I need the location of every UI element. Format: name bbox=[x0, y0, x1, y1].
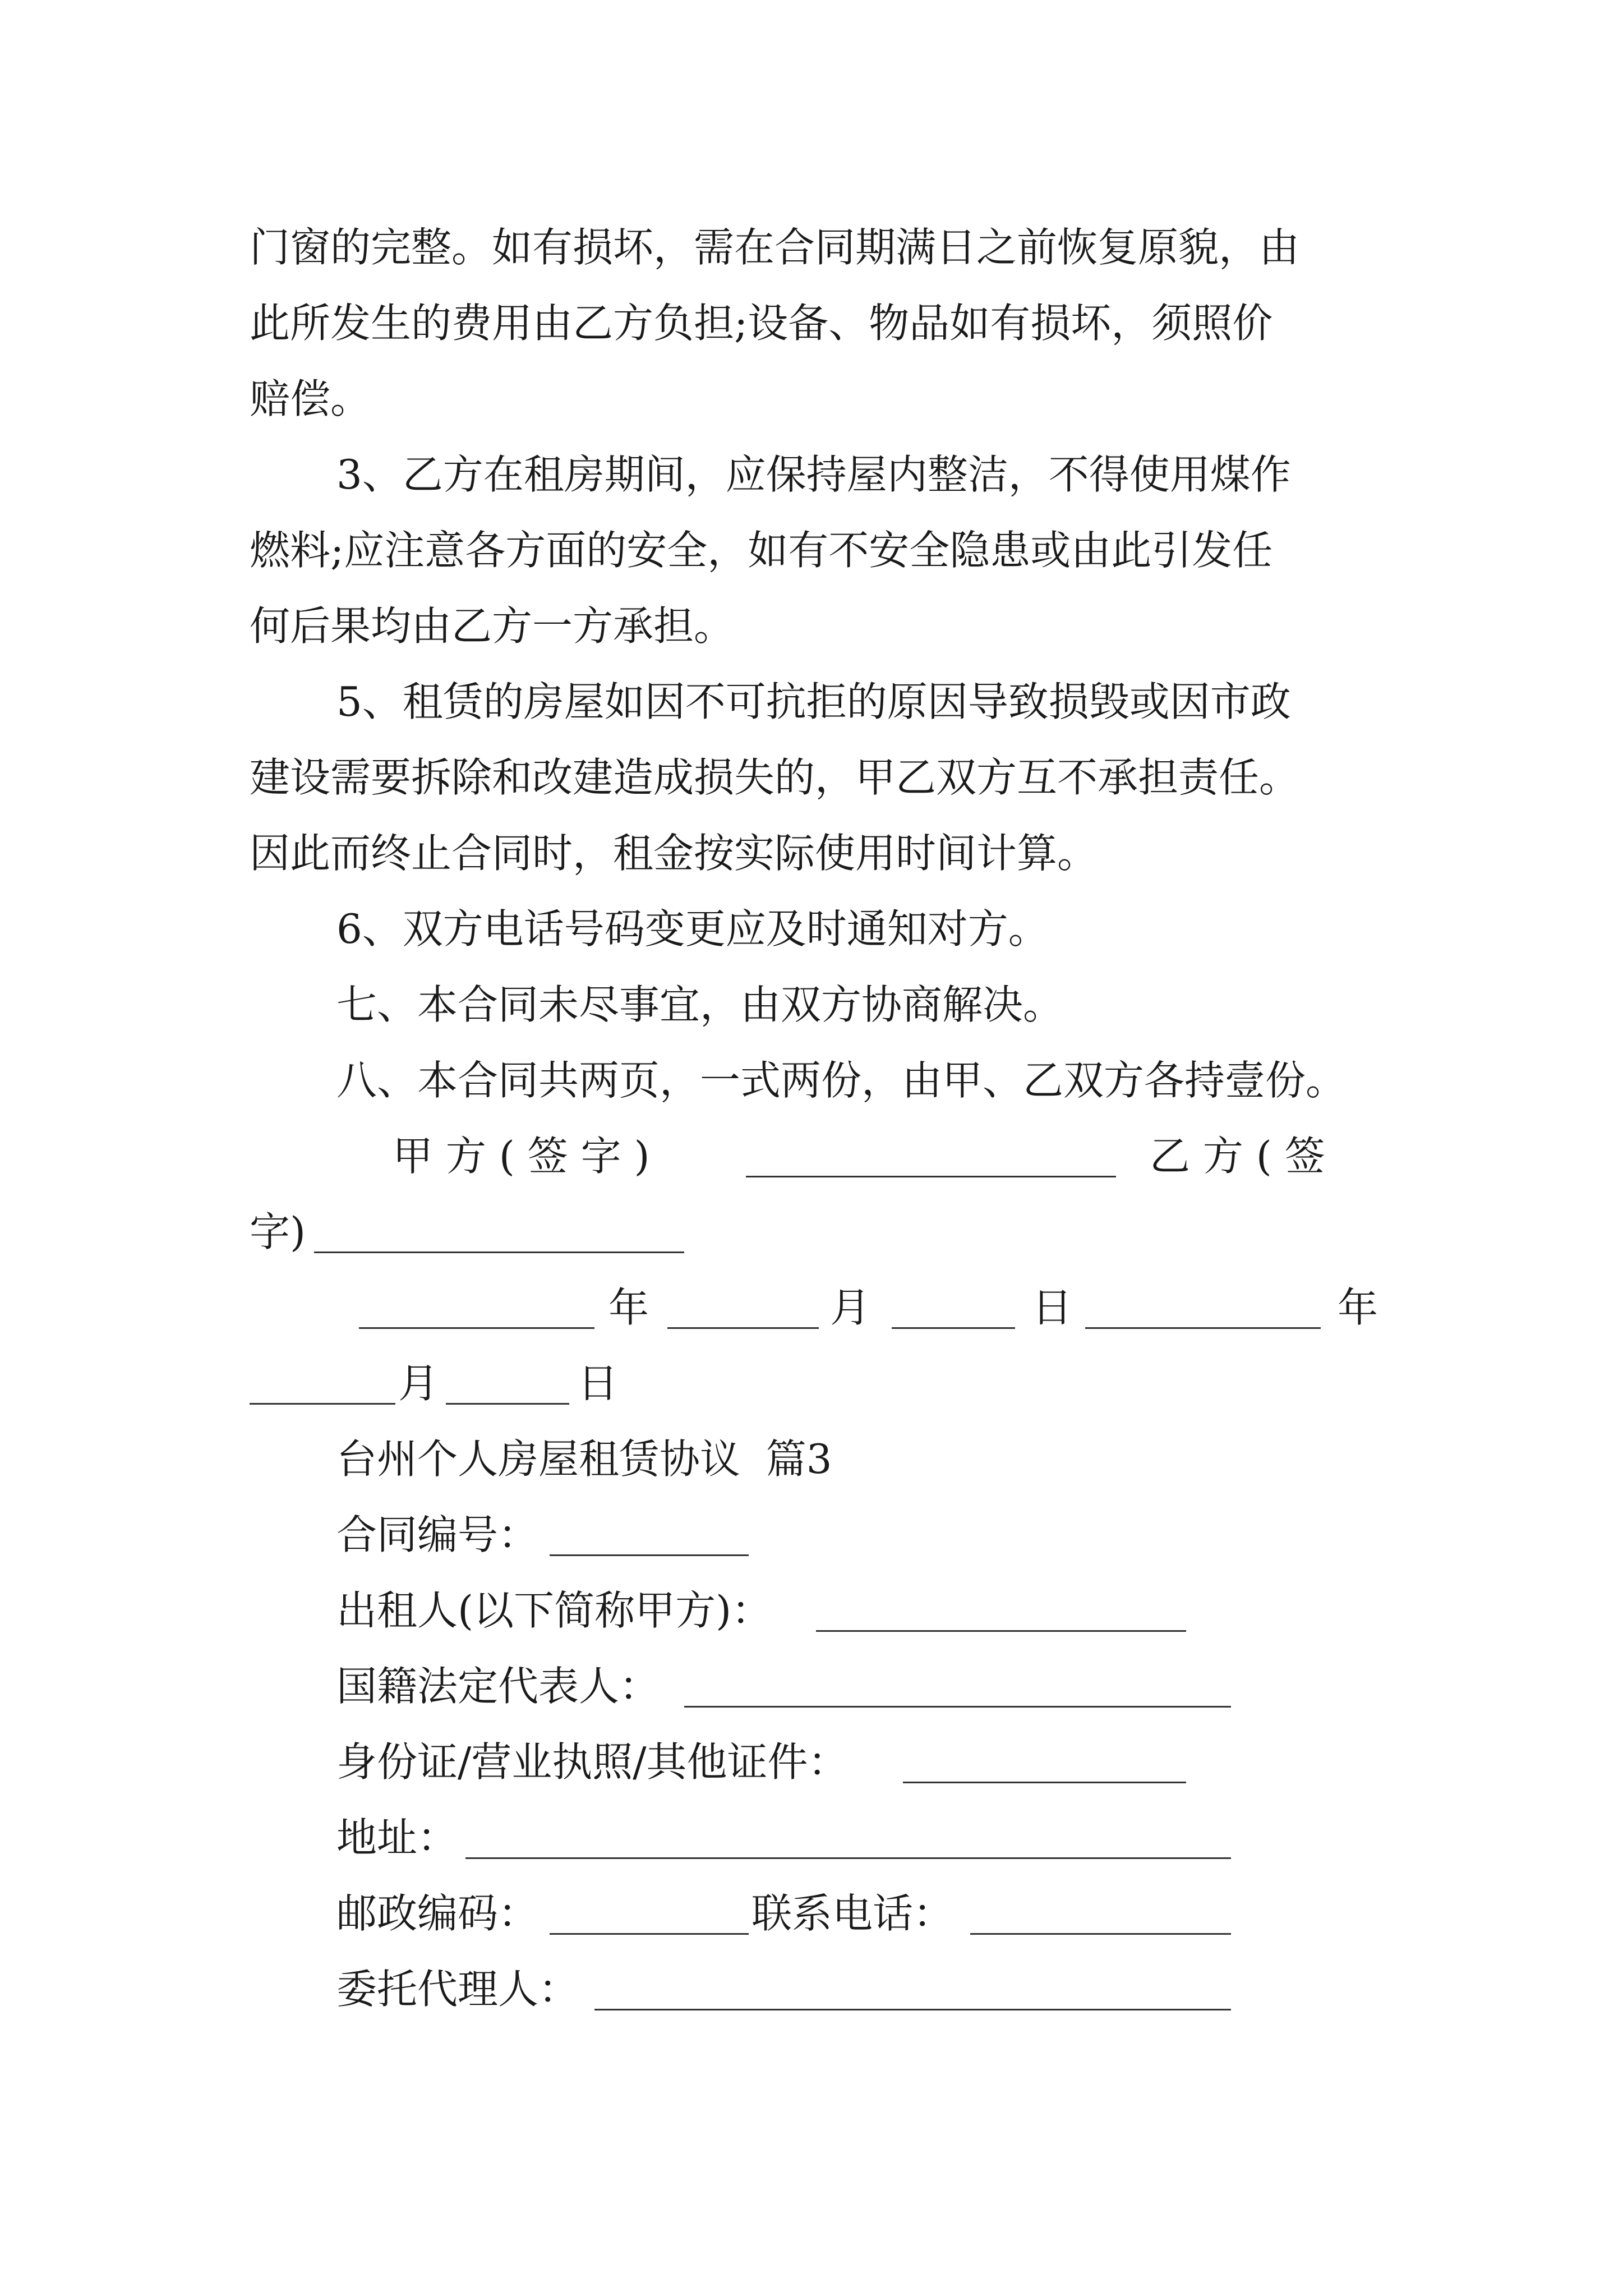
party-a-day-blank[interactable] bbox=[892, 1296, 1015, 1329]
address-blank[interactable] bbox=[465, 1826, 1231, 1859]
agent-blank[interactable] bbox=[594, 1977, 1231, 2010]
day-label: 日 bbox=[1032, 1284, 1073, 1331]
contract-no-label: 合同编号： bbox=[336, 1511, 539, 1558]
paragraph-line: 门窗的完整。如有损坏，需在合同期满日之前恢复原貌，由 bbox=[250, 224, 1300, 271]
paragraph-line: 3、乙方在租房期间，应保持屋内整洁，不得使用煤作 bbox=[336, 451, 1291, 498]
paragraph-line: 5、租赁的房屋如因不可抗拒的原因导致损毁或因市政 bbox=[336, 678, 1291, 725]
id-doc-blank[interactable] bbox=[903, 1750, 1186, 1783]
paragraph-line: 赔偿。 bbox=[250, 375, 371, 422]
agent-label: 委托代理人： bbox=[336, 1966, 579, 2013]
paragraph-line: 6、双方电话号码变更应及时通知对方。 bbox=[336, 905, 1049, 953]
postcode-blank[interactable] bbox=[550, 1902, 749, 1935]
paragraph-line: 建设需要拆除和改建造成损失的，甲乙双方互不承担责任。 bbox=[250, 754, 1300, 801]
paragraph-line: 七、本合同未尽事宜，由双方协商解决。 bbox=[336, 981, 1064, 1028]
party-a-year-blank[interactable] bbox=[359, 1296, 594, 1329]
party-b-month-blank[interactable] bbox=[250, 1372, 395, 1405]
month-label: 月 bbox=[398, 1360, 439, 1407]
phone-label: 联系电话： bbox=[751, 1890, 954, 1937]
postcode-label: 邮政编码： bbox=[336, 1890, 539, 1937]
contract-no-blank[interactable] bbox=[550, 1523, 749, 1556]
party-b-signature-label: 乙 方 ( 签 bbox=[1150, 1133, 1325, 1180]
party-a-month-blank[interactable] bbox=[667, 1296, 819, 1329]
paragraph-line: 八、本合同共两页，一式两份，由甲、乙双方各持壹份。 bbox=[336, 1057, 1347, 1104]
party-b-year-blank[interactable] bbox=[1085, 1296, 1321, 1329]
year-label: 年 bbox=[1338, 1284, 1378, 1331]
month-label: 月 bbox=[830, 1284, 871, 1331]
paragraph-line: 因此而终止合同时，租金按实际使用时间计算。 bbox=[250, 830, 1098, 877]
year-label: 年 bbox=[608, 1284, 649, 1331]
nationality-rep-blank[interactable] bbox=[684, 1674, 1231, 1708]
party-a-signature-blank[interactable] bbox=[746, 1144, 1116, 1177]
id-doc-label: 身份证/营业执照/其他证件： bbox=[336, 1738, 849, 1786]
section-title: 台州个人房屋租赁协议 篇3 bbox=[336, 1435, 832, 1483]
paragraph-line: 燃料;应注意各方面的安全，如有不安全隐患或由此引发任 bbox=[250, 527, 1273, 574]
lessor-blank[interactable] bbox=[816, 1599, 1186, 1632]
day-label: 日 bbox=[578, 1360, 619, 1407]
paragraph-line: 此所发生的费用由乙方负担;设备、物品如有损坏，须照价 bbox=[250, 300, 1273, 347]
address-label: 地址： bbox=[336, 1814, 458, 1861]
party-b-signature-label-cont: 字) bbox=[250, 1208, 306, 1255]
paragraph-line: 何后果均由乙方一方承担。 bbox=[250, 602, 735, 650]
nationality-rep-label: 国籍法定代表人： bbox=[336, 1663, 660, 1710]
party-a-signature-label: 甲 方 ( 签 字 ) bbox=[393, 1133, 650, 1180]
party-b-day-blank[interactable] bbox=[446, 1372, 569, 1405]
phone-blank[interactable] bbox=[970, 1902, 1231, 1935]
party-b-signature-blank[interactable] bbox=[314, 1220, 684, 1253]
lessor-label: 出租人(以下简称甲方)： bbox=[336, 1587, 772, 1634]
